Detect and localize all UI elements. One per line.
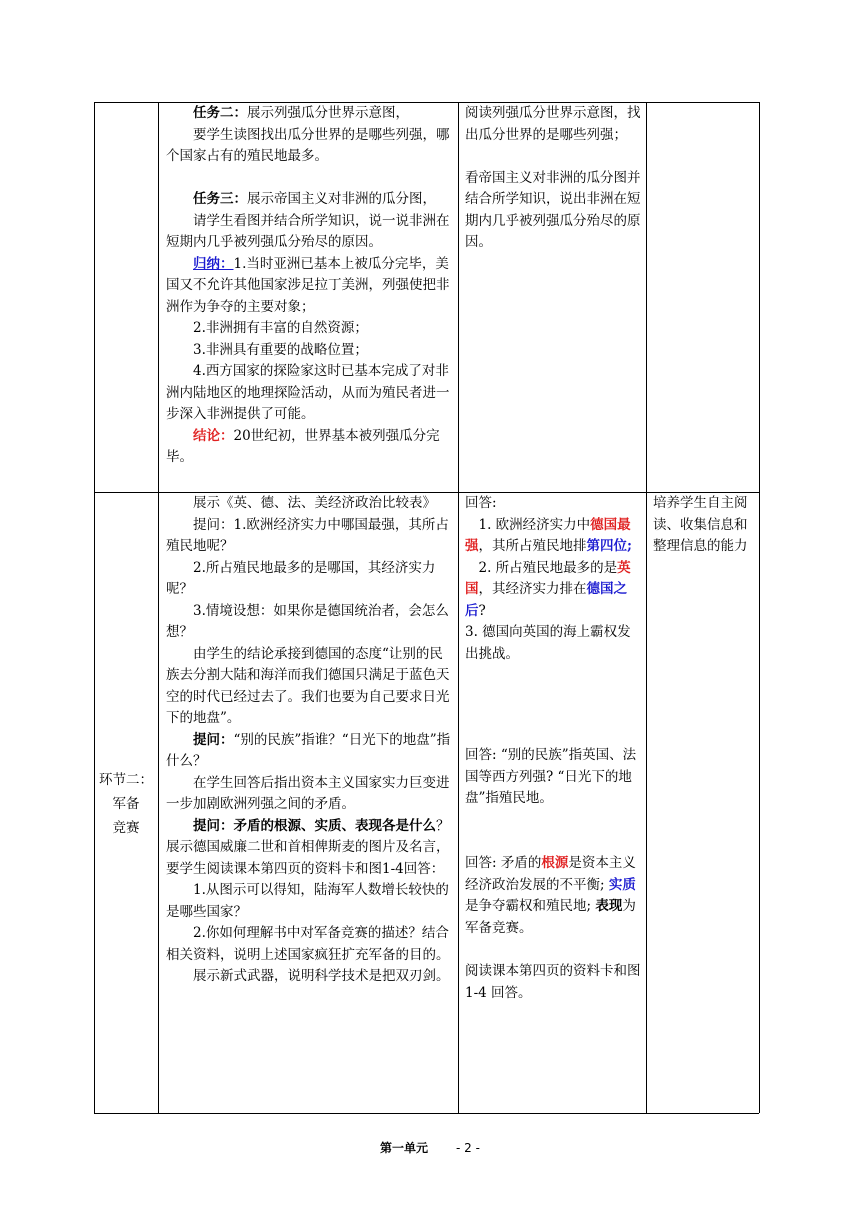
- stage-label-line3: 竞赛: [112, 820, 140, 836]
- design-intent-cell: [653, 493, 755, 558]
- stage-label: [98, 768, 154, 840]
- row1-student-cell: [465, 103, 641, 254]
- answer-2: 2. 所占殖民地最多的是英国，其经济实力排在德国之后?: [465, 559, 631, 619]
- teacher-question-label: 提问：: [193, 731, 234, 748]
- teacher-step-3: 2.所占殖民地最多的是哪国，其经济实力呢？: [166, 559, 436, 597]
- teacher-step-9: 1.从图示可以得知，陆海军人数增长较快的是哪些国家？: [166, 882, 449, 920]
- summary-item-2: 2.非洲拥有丰富的自然资源；: [193, 320, 368, 336]
- teacher-step-2: 提问：1.欧洲经济实力中哪国最强，其所占殖民地呢？: [166, 516, 449, 554]
- task2-title: 任务二：: [193, 105, 247, 121]
- teacher-step-10: 2.你如何理解书中对军备竞赛的描述？结合相关资料，说明上述国家疯狂扩充军备的目的。: [166, 925, 450, 963]
- conclusion-label: 结论：: [193, 427, 234, 444]
- conclusion-text: 20世纪初，世界基本被列强瓜分完毕。: [166, 427, 440, 465]
- summary-item-3: 3.非洲具有重要的战略位置；: [193, 341, 368, 358]
- answer-head: 回答:: [465, 495, 497, 511]
- stage-label-line2: 军备: [112, 796, 140, 812]
- teacher-question-text: “别的民族”指谁？“日光下的地盘”指什么？: [166, 731, 451, 769]
- student-activity-2: 看帝国主义对非洲的瓜分图并结合所学知识，说出非洲在短期内几乎被列强瓜分殆尽的原因。: [465, 169, 641, 250]
- row1-teacher-cell: [166, 103, 454, 469]
- row2-teacher-cell: [166, 493, 454, 988]
- teacher-step-5: 由学生的结论承接到德国的态度“让别的民族去分割大陆和海洋而我们德国只满足于蓝色天空的时代已经过去了。我们也要为自己要求日光下的地盘”。: [166, 645, 450, 726]
- footer-unit: 第一单元: [380, 1141, 429, 1155]
- table-divider-stage: [158, 102, 159, 1113]
- table-divider-student: [646, 102, 647, 1113]
- teacher-step-7: 在学生回答后指出资本主义国家实力巨变进一步加剧欧洲列强之间的矛盾。: [166, 774, 450, 812]
- teacher-question2-text: ？展示德国威廉二世和首相俾斯麦的图片及名言，要学生阅读课本第四页的资料卡和图1-4回答：: [166, 817, 450, 877]
- task2-detail: 要学生读图找出瓜分世界的是哪些列强，哪个国家占有的殖民地最多。: [166, 126, 450, 164]
- summary-item-1: 1.当时亚洲已基本上被瓜分完毕，美国又不允许其他国家涉足拉丁美洲，列强使把非洲作为争夺的主要对象；: [166, 255, 450, 315]
- design-intent-text: 培养学生自主阅读、收集信息和整理信息的能力: [653, 495, 748, 554]
- answer-others: 回答: “别的民族”指英国、法国等西方列强? “日光下的地盘”指殖民地。: [465, 747, 637, 806]
- teacher-question2-label: 提问：矛盾的根源、实质、表现各是什么: [193, 817, 436, 834]
- table-border-left: [94, 102, 95, 1113]
- task2-text: 展示列强瓜分世界示意图，: [247, 105, 409, 121]
- student-activity-1: 阅读列强瓜分世界示意图，找出瓜分世界的是哪些列强；: [465, 105, 641, 143]
- stage-label-line1: 环节二：: [99, 772, 153, 788]
- task3-detail: 请学生看图并结合所学知识，说一说非洲在短期内几乎被列强瓜分殆尽的原因。: [166, 212, 450, 250]
- task3-title: 任务三：: [193, 191, 247, 207]
- table-border-bottom: [94, 1113, 759, 1114]
- summary-label: 归纳：: [193, 255, 234, 272]
- teacher-step-11: 展示新式武器，说明科学技术是把双刃剑。: [193, 968, 450, 984]
- task3-text: 展示帝国主义对非洲的瓜分图，: [247, 191, 436, 207]
- answer-contradiction: 回答: 矛盾的根源是资本主义经济政治发展的不平衡; 实质是争夺霸权和殖民地; 表现为军备竞赛。: [465, 855, 636, 936]
- table-border-right: [759, 102, 760, 1113]
- summary-item-4: 4.西方国家的探险家这时已基本完成了对非洲内陆地区的地理探险活动，从而为殖民者进一步深入非洲提供了可能。: [166, 363, 450, 422]
- answer-reading: 阅读课本第四页的资料卡和图 1-4 回答。: [465, 963, 641, 1001]
- page-footer: [0, 1139, 860, 1156]
- teacher-step-1: 展示《英、德、法、美经济政治比较表》: [193, 495, 436, 511]
- answer-1: 1. 欧洲经济实力中德国最强，其所占殖民地排第四位;: [465, 516, 632, 554]
- row2-student-cell: [465, 493, 642, 1111]
- answer-3: 3. 德国向英国的海上霸权发出挑战。: [465, 624, 631, 662]
- table-divider-teacher: [458, 102, 459, 1113]
- teacher-step-4: 3.情境设想：如果你是德国统治者，会怎么想？: [166, 602, 449, 640]
- page-number: - 2 -: [456, 1141, 480, 1155]
